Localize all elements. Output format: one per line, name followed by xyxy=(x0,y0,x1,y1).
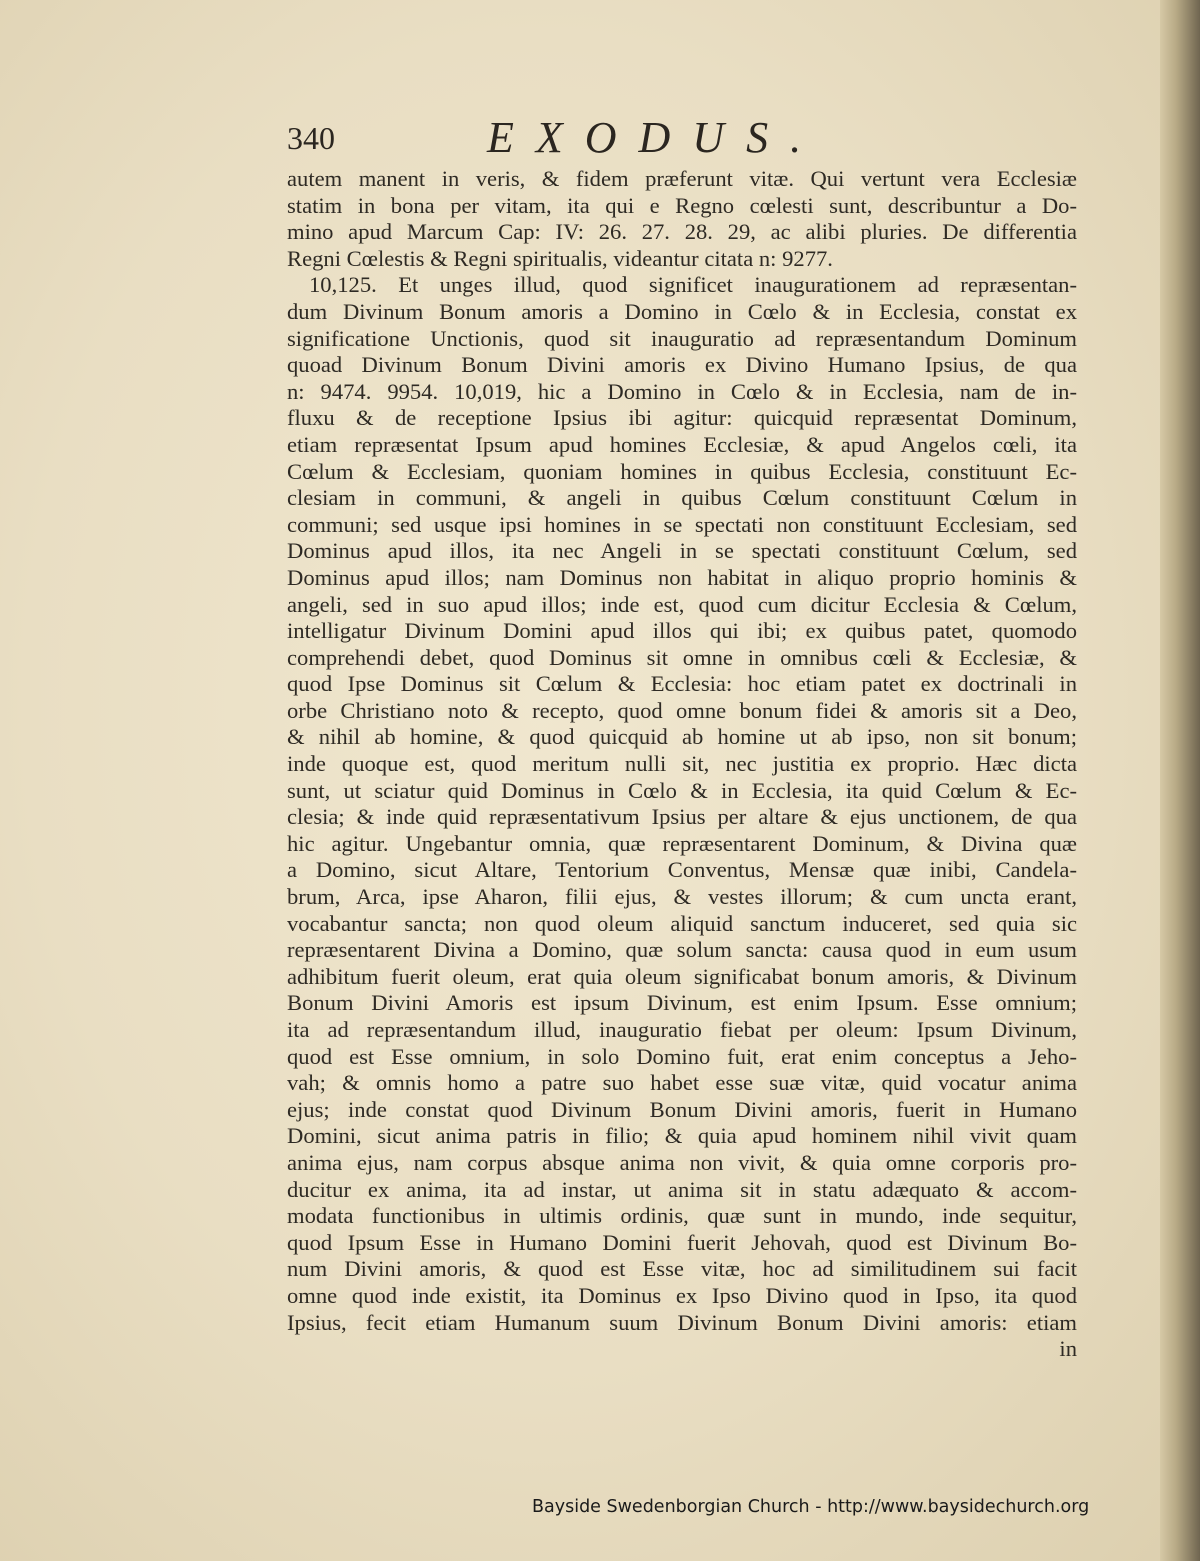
text-line: Dominus apud illos, ita nec Angeli in se spectati constituunt Cœlum, sed xyxy=(287,538,1077,564)
paragraph-start-line: 10,125. Et unges illud, quod significet inaugurationem ad repræsentan- xyxy=(309,272,1077,298)
text-line: vah; & omnis homo a patre suo habet esse suæ vitæ, quid vocatur anima xyxy=(287,1070,1077,1096)
text-line: ducitur ex anima, ita ad instar, ut anima sit in statu adæquato & accom- xyxy=(287,1176,1077,1202)
text-line: hic agitur. Ungebantur omnia, quæ repræsentarent Dominum, & Divina quæ xyxy=(287,830,1077,856)
text-line: & nihil ab homine, & quod quicquid ab homine ut ab ipso, non sit bonum; xyxy=(287,724,1077,750)
text-line: intelligatur Divinum Domini apud illos qui ibi; ex quibus patet, quomodo xyxy=(287,618,1077,644)
text-line: n: 9474. 9954. 10,019, hic a Domino in Cœlo & in Ecclesia, nam de in- xyxy=(287,378,1077,404)
text-line: ejus; inde constat quod Divinum Bonum Divini amoris, fuerit in Humano xyxy=(287,1096,1077,1122)
credit-watermark: Bayside Swedenborgian Church - http://www.baysidechurch.org xyxy=(532,1497,1090,1517)
text-line: Ipsius, fecit etiam Humanum suum Divinum Bonum Divini amoris: etiam xyxy=(287,1309,1077,1335)
text-line: sunt, ut sciatur quid Dominus in Cœlo & in Ecclesia, ita quid Cœlum & Ec- xyxy=(287,777,1077,803)
text-line: mino apud Marcum Cap: IV: 26. 27. 28. 29, ac alibi pluries. De differentia xyxy=(287,219,1077,245)
text-line: quod est Esse omnium, in solo Domino fuit, erat enim conceptus a Jeho- xyxy=(287,1043,1077,1069)
text-line: repræsentarent Divina a Domino, quæ solum sancta: causa quod in eum usum xyxy=(287,937,1077,963)
text-line: quod Ipse Dominus sit Cœlum & Ecclesia: hoc etiam patet ex doctrinali in xyxy=(287,671,1077,697)
text-line: significatione Unctionis, quod sit inauguratio ad repræsentandum Dominum xyxy=(287,325,1077,351)
catchword: in xyxy=(1059,1336,1077,1362)
text-line: clesia; & inde quid repræsentativum Ipsius per altare & ejus unctionem, de qua xyxy=(287,804,1077,830)
page-gutter-shadow xyxy=(1160,0,1200,1561)
text-line: omne quod inde existit, ita Dominus ex Ipso Divino quod in Ipso, ita quod xyxy=(287,1282,1077,1308)
text-line: brum, Arca, ipse Aharon, filii ejus, & vestes illorum; & cum uncta erant, xyxy=(287,884,1077,910)
text-line: statim in bona per vitam, ita qui e Regno cœlesti sunt, describuntur a Do- xyxy=(287,192,1077,218)
text-line: clesiam in communi, & angeli in quibus Cœlum constituunt Cœlum in xyxy=(287,485,1077,511)
text-line: quod Ipsum Esse in Humano Domini fuerit Jehovah, quod est Divinum Bo- xyxy=(287,1229,1077,1255)
page-number: 340 xyxy=(287,120,335,156)
text-line: Bonum Divini Amoris est ipsum Divinum, est enim Ipsum. Esse omnium; xyxy=(287,990,1077,1016)
text-line: communi; sed usque ipsi homines in se spectati non constituunt Ecclesiam, sed xyxy=(287,511,1077,537)
text-line: vocabantur sancta; non quod oleum aliquid sanctum induceret, sed quia sic xyxy=(287,910,1077,936)
text-line: a Domino, sicut Altare, Tentorium Conventus, Mensæ quæ inibi, Candela- xyxy=(287,857,1077,883)
text-line: ita ad repræsentandum illud, inauguratio fiebat per oleum: Ipsum Divinum, xyxy=(287,1017,1077,1042)
text-line: comprehendi debet, quod Dominus sit omne in omnibus cœli & Ecclesiæ, & xyxy=(287,644,1077,670)
text-line: dum Divinum Bonum amoris a Domino in Cœlo & in Ecclesia, constat ex xyxy=(287,298,1077,324)
text-line: Cœlum & Ecclesiam, quoniam homines in quibus Ecclesia, constituunt Ec- xyxy=(287,458,1077,484)
text-line: anima ejus, nam corpus absque anima non vivit, & quia omne corporis pro- xyxy=(287,1149,1077,1175)
body-text xyxy=(287,166,1077,1363)
text-line: Dominus apud illos; nam Dominus non habitat in aliquo proprio hominis & xyxy=(287,564,1077,590)
page-header xyxy=(287,112,1077,164)
text-line: adhibitum fuerit oleum, erat quia oleum significabat bonum amoris, & Divinum xyxy=(287,963,1077,989)
text-line: inde quoque est, quod meritum nulli sit, nec justitia ex proprio. Hæc dicta xyxy=(287,751,1077,777)
text-line: etiam repræsentat Ipsum apud homines Ecclesiæ, & apud Angelos cœli, ita xyxy=(287,431,1077,457)
text-line: fluxu & de receptione Ipsius ibi agitur: quicquid repræsentat Dominum, xyxy=(287,405,1077,431)
text-line: Regni Cœlestis & Regni spiritualis, videantur citata n: 9277. xyxy=(287,245,833,271)
text-line: Domini, sicut anima patris in filio; & quia apud hominem nihil vivit quam xyxy=(287,1123,1077,1149)
text-line: angeli, sed in suo apud illos; inde est, quod cum dicitur Ecclesia & Cœlum, xyxy=(287,591,1077,617)
text-line: modata functionibus in ultimis ordinis, quæ sunt in mundo, inde sequitur, xyxy=(287,1203,1077,1229)
text-line: autem manent in veris, & fidem præferunt vitæ. Qui vertunt vera Ecclesiæ xyxy=(287,166,1077,191)
text-line: orbe Christiano noto & recepto, quod omne bonum fidei & amoris sit a Deo, xyxy=(287,697,1077,723)
running-title: EXODUS. xyxy=(487,113,824,162)
text-line: quoad Divinum Bonum Divini amoris ex Divino Humano Ipsius, de qua xyxy=(287,352,1077,378)
text-line: num Divini amoris, & quod est Esse vitæ, hoc ad similitudinem sui facit xyxy=(287,1256,1077,1282)
